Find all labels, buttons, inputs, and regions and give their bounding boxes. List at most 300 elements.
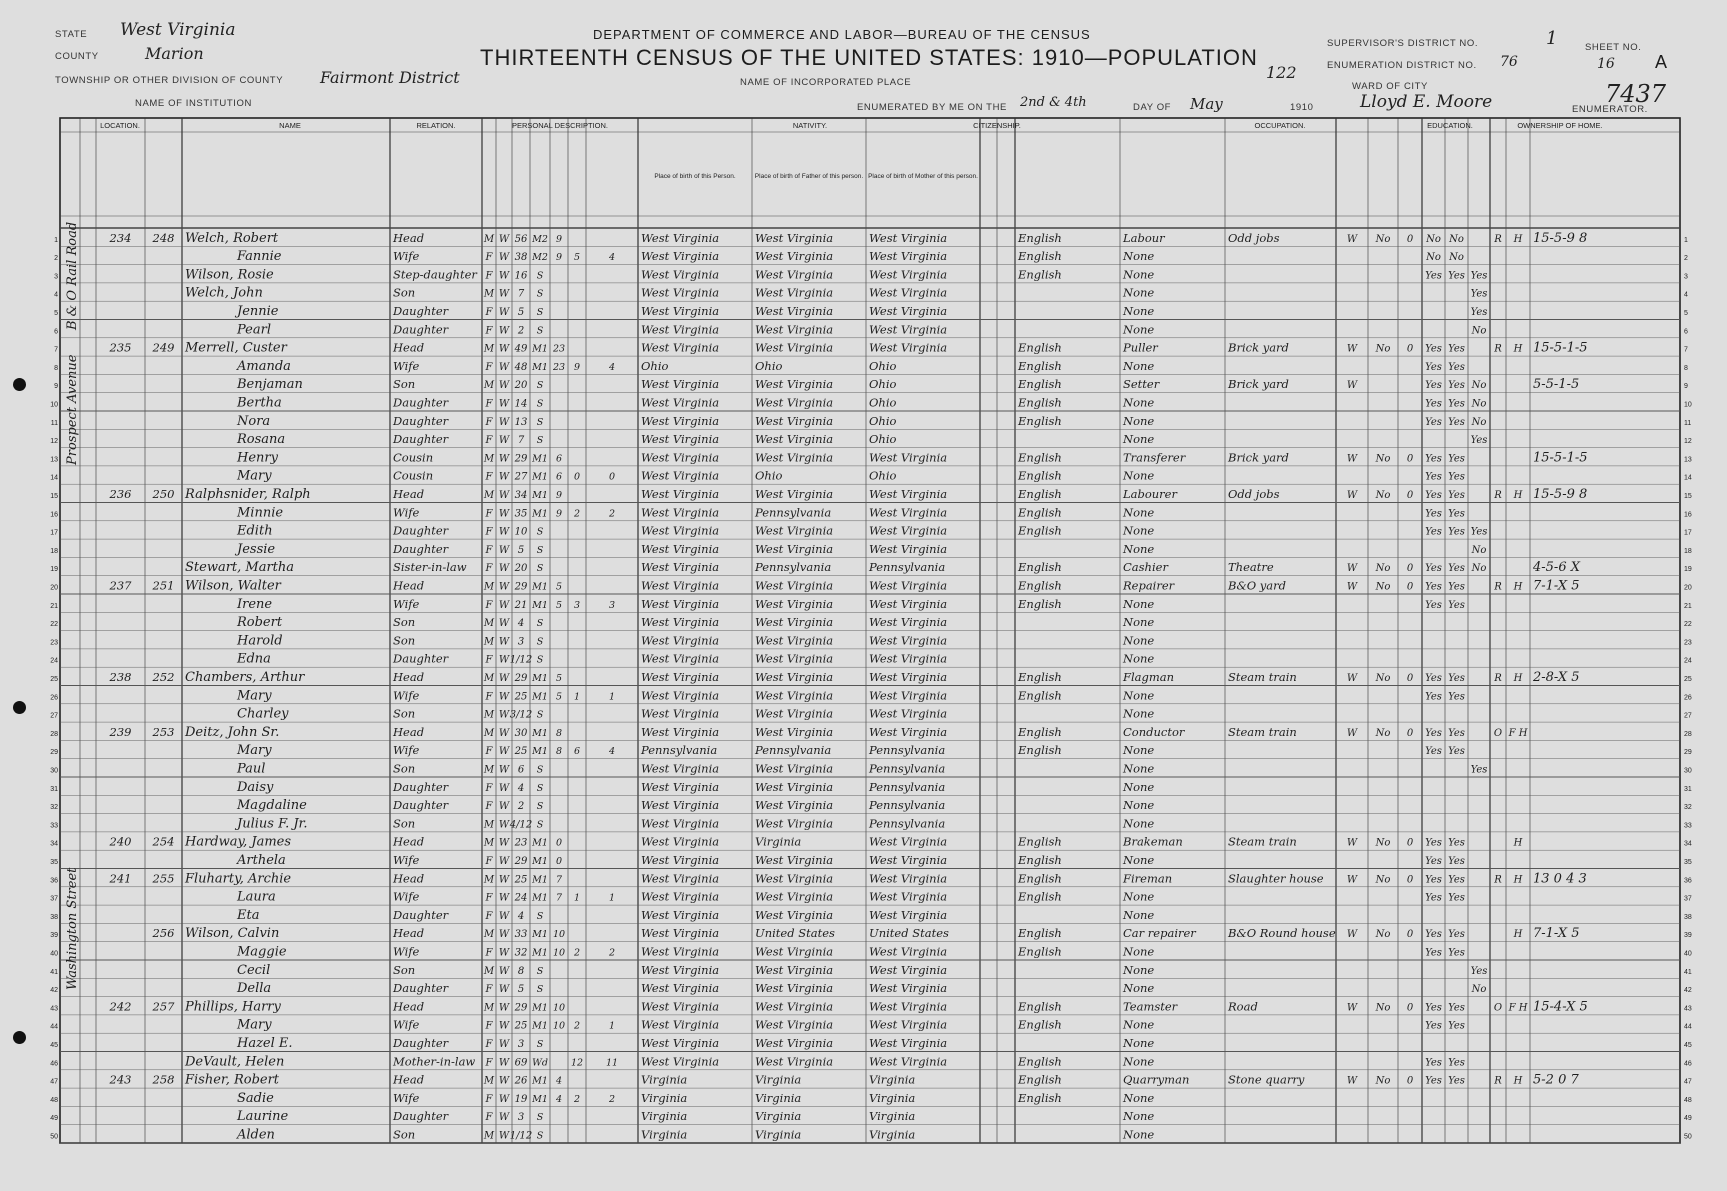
wr-cell: Yes [1448,526,1465,538]
sex-cell: M [483,819,495,831]
rd-cell: Yes [1425,398,1442,410]
sex-cell: M [483,636,495,648]
row-number: 34 [1684,840,1692,848]
fpob-cell: West Virginia [755,853,834,867]
rel-cell: Son [393,761,416,776]
mpob-cell: West Virginia [869,853,948,867]
unemp-cell: No [1375,837,1391,849]
row-number: 41 [50,968,58,976]
rel-cell: Wife [393,1017,420,1032]
pob-cell: West Virginia [641,816,720,831]
age-cell: 7 [517,288,525,300]
lang-cell: English [1018,578,1062,593]
trade-cell: None [1123,267,1155,282]
pob-cell: West Virginia [641,889,720,904]
trade-cell: None [1123,615,1155,630]
pob-cell: West Virginia [641,322,720,337]
ind-cell: Steam train [1228,834,1297,849]
lang-cell: English [1018,468,1062,483]
race-cell: W [498,746,510,758]
sex-cell: M [483,453,495,465]
dw-cell: 234 [109,230,132,245]
mpob-cell: Ohio [869,413,897,428]
sch-cell: Yes [1470,526,1488,538]
unemp-cell: No [1375,727,1391,739]
rd-cell: Yes [1425,929,1442,941]
fpob-cell: West Virginia [755,907,834,922]
row-number: 39 [50,932,58,940]
lang-cell: English [1018,487,1062,501]
age-cell: 16 [514,270,528,282]
code-cell: 7-1-X 5 [1533,578,1580,594]
fam-cell: 258 [152,1072,175,1087]
name-cell: Jessie [237,541,276,557]
rd-cell: Yes [1425,380,1442,392]
yrs-cell: 23 [552,343,566,355]
row-number: 36 [1684,877,1692,885]
trade-cell: None [1123,688,1155,703]
farm-cell: H [1513,837,1523,849]
farm-cell: H [1513,581,1523,593]
enumeration-value: 76 [1500,54,1518,70]
rd-cell: Yes [1425,947,1442,959]
race-cell: W [498,782,510,794]
ind-cell: Odd jobs [1228,487,1280,501]
race-cell: W [498,984,510,996]
mpob-cell: West Virginia [869,688,948,703]
race-cell: W [498,453,510,465]
column-heading: LOCATION. [100,121,140,130]
ch1-cell: 2 [573,1020,581,1032]
trade-cell: Conductor [1123,724,1185,739]
ch1-cell: 2 [573,947,581,959]
name-cell: Henry [237,450,278,466]
mpob-cell: West Virginia [869,340,948,355]
mar-cell: M1 [532,490,548,501]
row-number: 4 [54,291,58,299]
rel-cell: Daughter [393,322,449,337]
age-cell: 3/12 [509,709,533,721]
rel-cell: Wife [393,249,420,264]
own-cell: R [1494,874,1502,886]
wks-cell: 0 [1406,837,1414,849]
row-number: 19 [50,566,58,574]
mar-cell: S [536,526,544,538]
row-number: 9 [54,383,58,391]
lang-cell: English [1018,249,1062,264]
rel-cell: Daughter [393,304,449,318]
age-cell: 29 [514,1002,528,1014]
sch-cell: Yes [1470,764,1488,776]
pob-cell: West Virginia [641,395,720,410]
cls-cell: W [1346,1075,1358,1087]
column-heading: CITIZENSHIP. [973,121,1021,130]
row-number: 10 [1684,401,1692,409]
mpob-cell: Pennsylvania [869,816,946,831]
mpob-cell: Pennsylvania [869,798,946,813]
mpob-cell: West Virginia [869,724,948,739]
row-number: 29 [1684,749,1692,757]
sch-cell: Yes [1470,288,1488,300]
sex-cell: M [483,709,495,721]
fpob-cell: West Virginia [755,596,834,611]
mar-cell: M1 [532,947,548,959]
supervisor-value: 1 [1546,28,1558,49]
sch-cell: No [1471,398,1487,410]
trade-cell: None [1123,944,1155,959]
race-cell: W [498,544,510,556]
sex-cell: M [483,837,495,849]
age-cell: 1/12 [509,1130,533,1142]
wr-cell: Yes [1448,837,1465,849]
name-cell: Charley [237,706,289,722]
mar-cell: S [536,1130,544,1142]
unemp-cell: No [1375,673,1391,684]
name-cell: Mary [237,468,272,484]
sheet-label: SHEET NO. [1585,42,1642,53]
row-number: 15 [50,493,58,500]
rel-cell: Daughter [393,779,449,794]
trade-cell: None [1123,304,1155,318]
mar-cell: M1 [532,343,548,355]
pob-cell: West Virginia [641,798,720,813]
code-cell: 15-4-X 5 [1533,999,1588,1015]
mpob-cell: West Virginia [869,981,948,996]
row-number: 46 [50,1060,58,1068]
fam-cell: 249 [152,340,175,355]
ch2-cell: 2 [608,508,616,520]
sex-cell: F [485,435,493,447]
fpob-cell: West Virginia [755,651,834,666]
own-cell: R [1494,490,1502,501]
sex-cell: F [485,508,493,520]
cls-cell: W [1346,343,1358,355]
ch1-cell: 6 [573,746,581,758]
sex-cell: F [485,307,493,318]
wr-cell: Yes [1448,727,1465,739]
mpob-cell: Ohio [869,377,897,392]
mpob-cell: West Virginia [869,1054,948,1069]
farm-cell: H [1513,343,1523,355]
fpob-cell: West Virginia [755,578,834,593]
rel-cell: Wife [393,853,420,867]
county-label: COUNTY [55,51,99,62]
farm-cell: F H [1508,1002,1528,1014]
rd-cell: Yes [1425,1002,1442,1014]
sch-cell: Yes [1470,435,1488,447]
name-cell: DeVault, Helen [185,1054,285,1070]
wr-cell: Yes [1448,563,1465,575]
age-cell: 38 [514,252,528,264]
page-title: THIRTEENTH CENSUS OF THE UNITED STATES: 1910—POPULATION [480,45,1258,70]
fpob-cell: West Virginia [755,944,834,959]
pob-cell: Ohio [641,358,669,373]
trade-cell: Repairer [1123,578,1175,593]
row-number: 48 [50,1096,58,1104]
row-number: 27 [50,712,58,720]
mpob-cell: West Virginia [869,523,948,538]
trade-cell: None [1123,706,1155,721]
mar-cell: M1 [532,1020,548,1032]
name-cell: Jennie [237,304,279,319]
pob-cell: West Virginia [641,615,720,630]
rd-cell: Yes [1425,471,1442,483]
rd-cell: Yes [1425,1075,1442,1087]
row-number: 42 [50,987,58,995]
name-cell: Alden [237,1127,275,1143]
row-number: 38 [1684,913,1692,921]
row-number: 37 [50,895,58,903]
fpob-cell: West Virginia [755,249,834,264]
name-cell: Mary [237,1017,272,1033]
race-cell: W [498,929,510,941]
row-number: 16 [50,511,58,519]
sex-cell: F [485,252,493,264]
sex-cell: F [485,270,493,282]
month-value: May [1190,95,1223,113]
row-number: 5 [1684,310,1688,317]
column-heading: RELATION. [416,121,456,130]
name-cell: Edna [237,651,271,667]
race-cell: W [498,1039,510,1050]
rel-cell: Head [393,578,425,593]
mpob-cell: West Virginia [869,267,948,282]
pob-cell: West Virginia [641,1017,720,1032]
name-cell: Hardway, James [185,834,292,850]
ch1-cell: 1 [573,691,581,703]
pob-cell: West Virginia [641,871,720,886]
column-heading: OWNERSHIP OF HOME. [1517,121,1603,130]
wks-cell: 0 [1406,1002,1414,1014]
age-cell: 20 [514,380,528,392]
ind-cell: Stone quarry [1228,1072,1305,1087]
trade-cell: None [1123,907,1155,922]
state-value: West Virginia [120,20,236,40]
name-cell: Robert [237,615,283,631]
sex-cell: F [485,984,493,996]
row-number: 31 [1684,785,1692,793]
sex-cell: M [483,1002,495,1014]
ind-cell: Steam train [1228,724,1297,739]
dw-cell: 238 [109,670,132,684]
race-cell: W [498,252,510,264]
fpob-cell: West Virginia [755,798,834,813]
race-cell: W [498,837,510,849]
wks-cell: 0 [1406,343,1414,355]
institution-label: NAME OF INSTITUTION [135,98,252,109]
row-number: 13 [1684,456,1692,464]
age-cell: 26 [514,1075,528,1087]
sex-cell: F [485,325,493,337]
lang-cell: English [1018,1072,1062,1087]
race-cell: W [498,801,510,813]
sex-cell: M [483,380,495,392]
own-cell: R [1494,581,1502,593]
wr-cell: Yes [1448,1075,1465,1087]
lang-cell: English [1018,670,1062,684]
race-cell: W [498,856,510,867]
row-number: 49 [50,1115,58,1123]
fpob-cell: West Virginia [755,1036,834,1050]
row-number: 47 [1684,1078,1692,1086]
race-cell: W [498,270,510,282]
name-cell: Julius F. Jr. [237,816,308,832]
rd-cell: Yes [1425,874,1442,886]
rel-cell: Step-daughter [393,267,477,282]
mpob-cell: Pennsylvania [869,743,946,758]
unemp-cell: No [1375,453,1391,465]
wks-cell: 0 [1406,673,1414,684]
rd-cell: Yes [1425,727,1442,739]
sheet-side: A [1655,52,1668,72]
unemp-cell: No [1375,929,1391,941]
mpob-cell: Ohio [869,358,897,373]
mpob-cell: West Virginia [869,230,948,245]
lang-cell: English [1018,505,1062,520]
age-cell: 23 [514,837,528,849]
fam-cell: 255 [152,871,175,886]
cls-cell: W [1346,727,1358,739]
mpob-cell: West Virginia [869,706,948,721]
row-number: 2 [1684,255,1688,263]
row-number: 8 [54,364,58,372]
sex-cell: F [485,910,493,922]
row-number: 21 [50,602,58,610]
fpob-cell: West Virginia [755,670,834,684]
mpob-cell: West Virginia [869,596,948,611]
age-cell: 2 [517,801,525,813]
fam-cell: 256 [152,926,175,941]
code-cell: 15-5-9 8 [1533,487,1588,502]
yrs-cell: 10 [552,947,566,959]
mpob-cell: West Virginia [869,944,948,959]
rd-cell: Yes [1425,526,1442,538]
row-number: 23 [1684,639,1692,647]
ch1-cell: 9 [573,361,581,373]
wks-cell: 0 [1406,874,1414,886]
rel-cell: Cousin [393,468,434,483]
age-cell: 21 [514,599,528,611]
pob-cell: West Virginia [641,981,720,996]
race-cell: W [498,343,510,355]
mar-cell: S [536,544,544,556]
trade-cell: None [1123,761,1155,776]
name-cell: Pearl [237,322,271,338]
sex-cell: F [485,1020,493,1032]
trade-cell: None [1123,322,1155,337]
pob-cell: West Virginia [641,596,720,611]
wks-cell: 0 [1406,581,1414,593]
race-cell: W [498,892,510,904]
ch2-cell: 4 [608,361,616,373]
race-cell: W [498,599,510,611]
name-cell: Welch, Robert [185,230,279,246]
rel-cell: Son [393,615,416,630]
row-number: 19 [1684,566,1692,574]
farm-cell: H [1513,490,1523,501]
fam-cell: 254 [152,834,175,849]
row-number: 10 [50,401,58,409]
name-cell: Daisy [237,779,274,795]
row-number: 15 [1684,493,1692,500]
mar-cell: S [536,435,544,447]
lang-cell: English [1018,1090,1062,1105]
rel-cell: Son [393,706,416,721]
age-cell: 5 [517,544,525,556]
ch1-cell: 2 [573,1093,581,1105]
sch-cell: No [1471,325,1487,337]
mpob-cell: West Virginia [869,304,948,318]
pob-cell: West Virginia [641,468,720,483]
fpob-cell: West Virginia [755,962,834,977]
wr-cell: Yes [1448,874,1465,886]
yrs-cell: 10 [552,1002,566,1014]
mar-cell: M1 [532,508,548,520]
rel-cell: Wife [393,743,420,758]
sex-cell: F [485,801,493,813]
age-cell: 4 [517,618,525,630]
mpob-cell: Virginia [869,1109,916,1124]
age-cell: 25 [514,746,528,758]
sex-cell: M [483,874,495,886]
name-cell: Wilson, Calvin [185,926,280,942]
row-number: 27 [1684,712,1692,720]
pob-cell: Pennsylvania [641,743,718,758]
cls-cell: W [1346,874,1358,886]
age-cell: 29 [514,856,528,867]
rel-cell: Mother-in-law [393,1054,476,1069]
county-value: Marion [145,44,204,63]
rel-cell: Wife [393,596,420,611]
dw-cell: 243 [109,1072,132,1087]
fpob-cell: Virginia [755,1127,802,1142]
fpob-cell: West Virginia [755,487,834,501]
race-cell: W [498,307,510,318]
sch-cell: Yes [1470,965,1488,977]
fpob-cell: West Virginia [755,285,834,300]
fpob-cell: West Virginia [755,450,834,465]
mpob-cell: West Virginia [869,889,948,904]
rel-cell: Wife [393,944,420,959]
farm-cell: F H [1508,727,1528,739]
age-cell: 32 [514,947,528,959]
lang-cell: English [1018,450,1062,465]
rel-cell: Head [393,670,425,684]
rel-cell: Cousin [393,450,434,465]
yrs-cell: 0 [555,837,563,849]
pob-cell: West Virginia [641,944,720,959]
row-number: 25 [1684,676,1692,683]
row-number: 7 [54,346,58,354]
fam-cell: 253 [152,724,175,739]
name-cell: Phillips, Harry [185,999,281,1015]
age-cell: 5 [517,984,525,996]
farm-cell: H [1513,929,1523,941]
rel-cell: Head [393,834,425,849]
pob-cell: West Virginia [641,560,720,575]
pob-cell: West Virginia [641,907,720,922]
race-cell: W [498,636,510,648]
wr-cell: Yes [1448,1002,1465,1014]
age-cell: 4 [517,782,525,794]
mar-cell: M1 [532,929,548,941]
fpob-cell: West Virginia [755,1017,834,1032]
lang-cell: English [1018,688,1062,703]
ind-cell: Brick yard [1228,450,1289,465]
race-cell: W [498,654,510,666]
dw-cell: 236 [109,487,132,501]
cls-cell: W [1346,837,1358,849]
